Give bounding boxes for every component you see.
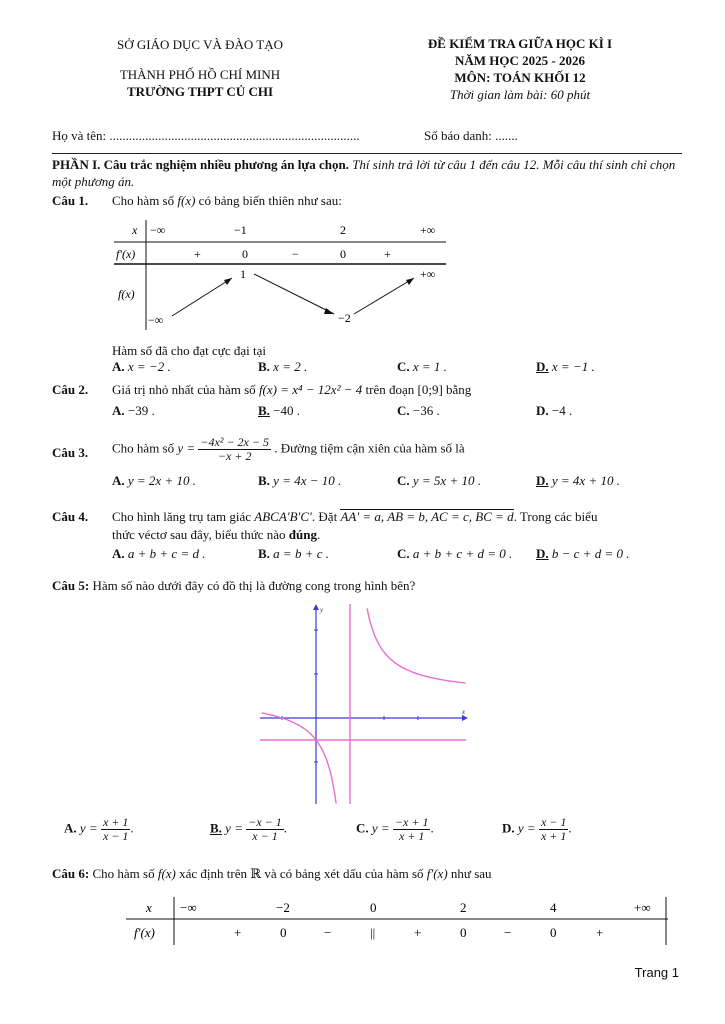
q1-variation-table [114, 218, 446, 332]
school-year: NĂM HỌC 2025 - 2026 [455, 52, 585, 68]
q2-option-a[interactable]: A. −39 . [112, 403, 155, 418]
q5-options [64, 812, 664, 848]
curve-right-branch [367, 608, 466, 683]
q6-x-value: 2 [460, 900, 467, 915]
q2-option-c[interactable]: C. −36 . [397, 403, 440, 418]
q1-x-value: −∞ [150, 223, 166, 237]
q1-sign: − [292, 247, 299, 261]
q1-option-d[interactable]: D. x = −1 . [536, 359, 595, 374]
q1-f-value: 1 [240, 267, 246, 281]
q2-stem: Giá trị nhỏ nhất của hàm số f(x) = x⁴ − 12x² − 4 trên đoạn [0;9] bằng [112, 382, 472, 397]
q2-options [112, 403, 672, 419]
q6-sign: 0 [550, 925, 557, 940]
q1-f-value: −∞ [148, 313, 164, 327]
q2-interval: [0;9] [417, 382, 443, 397]
q1-sign: + [384, 247, 391, 261]
q6-sign: || [370, 925, 376, 940]
q5-stem-line [52, 578, 415, 594]
q6-sign: + [414, 925, 422, 940]
q1-option-c[interactable]: C. x = 1 . [397, 359, 447, 374]
q6-x-value: −∞ [180, 900, 197, 915]
q1-f-value: −2 [338, 311, 351, 325]
q1-fp-label: f′(x) [116, 247, 136, 261]
q1-sign: 0 [340, 247, 346, 261]
q1-increase-arrow [172, 278, 232, 316]
q1-sign: 0 [242, 247, 248, 261]
q1-stem-b: có bảng biến thiên như sau: [198, 193, 342, 208]
q3-stem: Cho hàm số y = $\frac{\text{−4x² − 2x − 5}}{-x + 2}$ . Đường tiệm cận xiên của hàm số là [112, 435, 465, 464]
q4-prism: ABCA′B′C′ [254, 509, 312, 524]
student-name-field[interactable]: Họ và tên: ............................................................................. [52, 128, 360, 143]
q4-option-c[interactable]: C. a + b + c + d = 0 . [397, 546, 513, 561]
part1-instruction: Thí sinh trả lời từ câu 1 đến câu 12. Mỗi câu thí sinh chỉ chọn một phương án. [52, 157, 676, 189]
q1-sign: + [194, 247, 201, 261]
q6-sign: + [234, 925, 242, 940]
q3-option-b[interactable]: B. y = 4x − 10 . [258, 473, 342, 488]
q6-label: Câu 6: [52, 866, 90, 881]
q5-stem: Hàm số nào dưới đây có đồ thị là đường cong trong hình bên? [92, 578, 416, 593]
q1-label: Câu 1. [52, 193, 89, 208]
q2-function: f(x) = x⁴ − 12x² − 4 [258, 382, 363, 397]
q1-decrease-arrow [254, 274, 334, 314]
q1-f-value: +∞ [420, 267, 436, 281]
q2-option-b[interactable]: B. −40 . [258, 403, 301, 418]
school-header [70, 36, 330, 101]
city-name: THÀNH PHỐ HỒ CHÍ MINH [119, 66, 281, 82]
part1-title: PHẦN I. Câu trắc nghiệm nhiều phương án lựa chọn. [52, 157, 349, 172]
q1-option-a[interactable]: A. x = −2 . [112, 359, 171, 374]
time-limit: Thời gian làm bài: 60 phút [449, 86, 591, 102]
q6-stem-line: Câu 6: Cho hàm số f(x) xác định trên ℝ và có bảng xét dấu của hàm số f′(x) như sau [52, 866, 492, 881]
q6-x-value: +∞ [634, 900, 651, 915]
q1-f-label: f(x) [118, 287, 135, 301]
q3-options [112, 473, 672, 489]
q5-graph [258, 600, 472, 806]
q3-option-d[interactable]: D. y = 4x + 10 . [536, 473, 620, 488]
q5-option-d[interactable]: D. y = $\frac{x - 1}{x + 1}$ . [502, 815, 572, 844]
q4-vectors: AA′ = a, AB = b, AC = c, BC = d [340, 509, 514, 524]
q5-option-b[interactable]: B. y = $\frac{-x - 1}{x - 1}$ . [210, 815, 287, 844]
student-id-field[interactable]: Số báo danh: ....... [424, 128, 518, 143]
y-axis-label: y [320, 606, 324, 614]
department-name: SỞ GIÁO DỤC VÀ ĐÀO TẠO [117, 37, 283, 52]
q2-option-d[interactable]: D. −4 . [536, 403, 573, 418]
q1-question: Hàm số đã cho đạt cực đại tại [112, 343, 266, 358]
curve-left-branch [262, 713, 337, 804]
q1-x-value: +∞ [420, 223, 436, 237]
q3-option-c[interactable]: C. y = 5x + 10 . [397, 473, 481, 488]
q6-x-value: −2 [276, 900, 290, 915]
q6-fp-label: f′(x) [134, 925, 155, 940]
q1-x-value: −1 [234, 223, 247, 237]
q1-arrowhead [324, 308, 334, 314]
q3-label: Câu 3. [52, 445, 89, 460]
q5-option-a[interactable]: A. y = $\frac{x + 1}{x - 1}$ . [64, 815, 134, 844]
q1-stem [112, 193, 342, 209]
header-divider [52, 153, 682, 154]
q5-option-c[interactable]: C. y = $\frac{-x + 1}{x + 1}$ . [356, 815, 434, 844]
q3-fraction: $\frac{\text{−4x² − 2x − 5}}{-x + 2}$ [200, 435, 269, 464]
q4-stem-line2: thức véctơ sau đây, biểu thức nào đúng. [112, 527, 321, 542]
q1-fx: f(x) [177, 193, 196, 208]
q2-label: Câu 2. [52, 382, 89, 397]
q4-option-a[interactable]: A. a + b + c = d . [112, 546, 206, 561]
q1-stem-a: Cho hàm số [112, 193, 175, 208]
q1-x-label: x [132, 223, 138, 237]
q1-increase-arrow [354, 278, 414, 314]
q6-x-value: 0 [370, 900, 377, 915]
x-axis-label: x [462, 708, 466, 716]
q1-x-value: 2 [340, 223, 346, 237]
school-name: TRƯỜNG THPT CỦ CHI [126, 84, 274, 100]
q6-domain: ℝ [250, 866, 262, 881]
q6-sign: − [504, 925, 512, 940]
q6-sign-table [126, 895, 668, 947]
q4-option-b[interactable]: B. a = b + c . [258, 546, 329, 561]
q1-arrowhead [224, 278, 232, 285]
q4-options [112, 546, 672, 562]
q4-label: Câu 4. [52, 509, 89, 524]
q6-sign: − [324, 925, 332, 940]
subject: MÔN: TOÁN KHỐI 12 [454, 69, 586, 85]
part1-heading [52, 157, 682, 191]
q4-option-d[interactable]: D. b − c + d = 0 . [536, 546, 630, 561]
exam-title: ĐỀ KIỂM TRA GIỮA HỌC KÌ I [427, 36, 613, 51]
q6-sign: 0 [280, 925, 287, 940]
q1-arrowhead [406, 278, 414, 285]
page-number: Trang 1 [634, 965, 679, 980]
q5-label: Câu 5: [52, 578, 90, 593]
q3-option-a[interactable]: A. y = 2x + 10 . [112, 473, 196, 488]
q4-stem: Cho hình lăng trụ tam giác ABCA′B′C′. Đặt AA′ = a, AB = b, AC = c, BC = d. Trong các biểu [112, 509, 598, 524]
y-axis-arrow [313, 604, 319, 610]
exam-header [400, 36, 640, 104]
q6-sign: 0 [460, 925, 467, 940]
q1-option-b[interactable]: B. x = 2 . [258, 359, 308, 374]
q1-options [112, 359, 672, 375]
q6-x-value: 4 [550, 900, 557, 915]
q6-x-label: x [146, 900, 152, 915]
q6-sign: + [596, 925, 604, 940]
